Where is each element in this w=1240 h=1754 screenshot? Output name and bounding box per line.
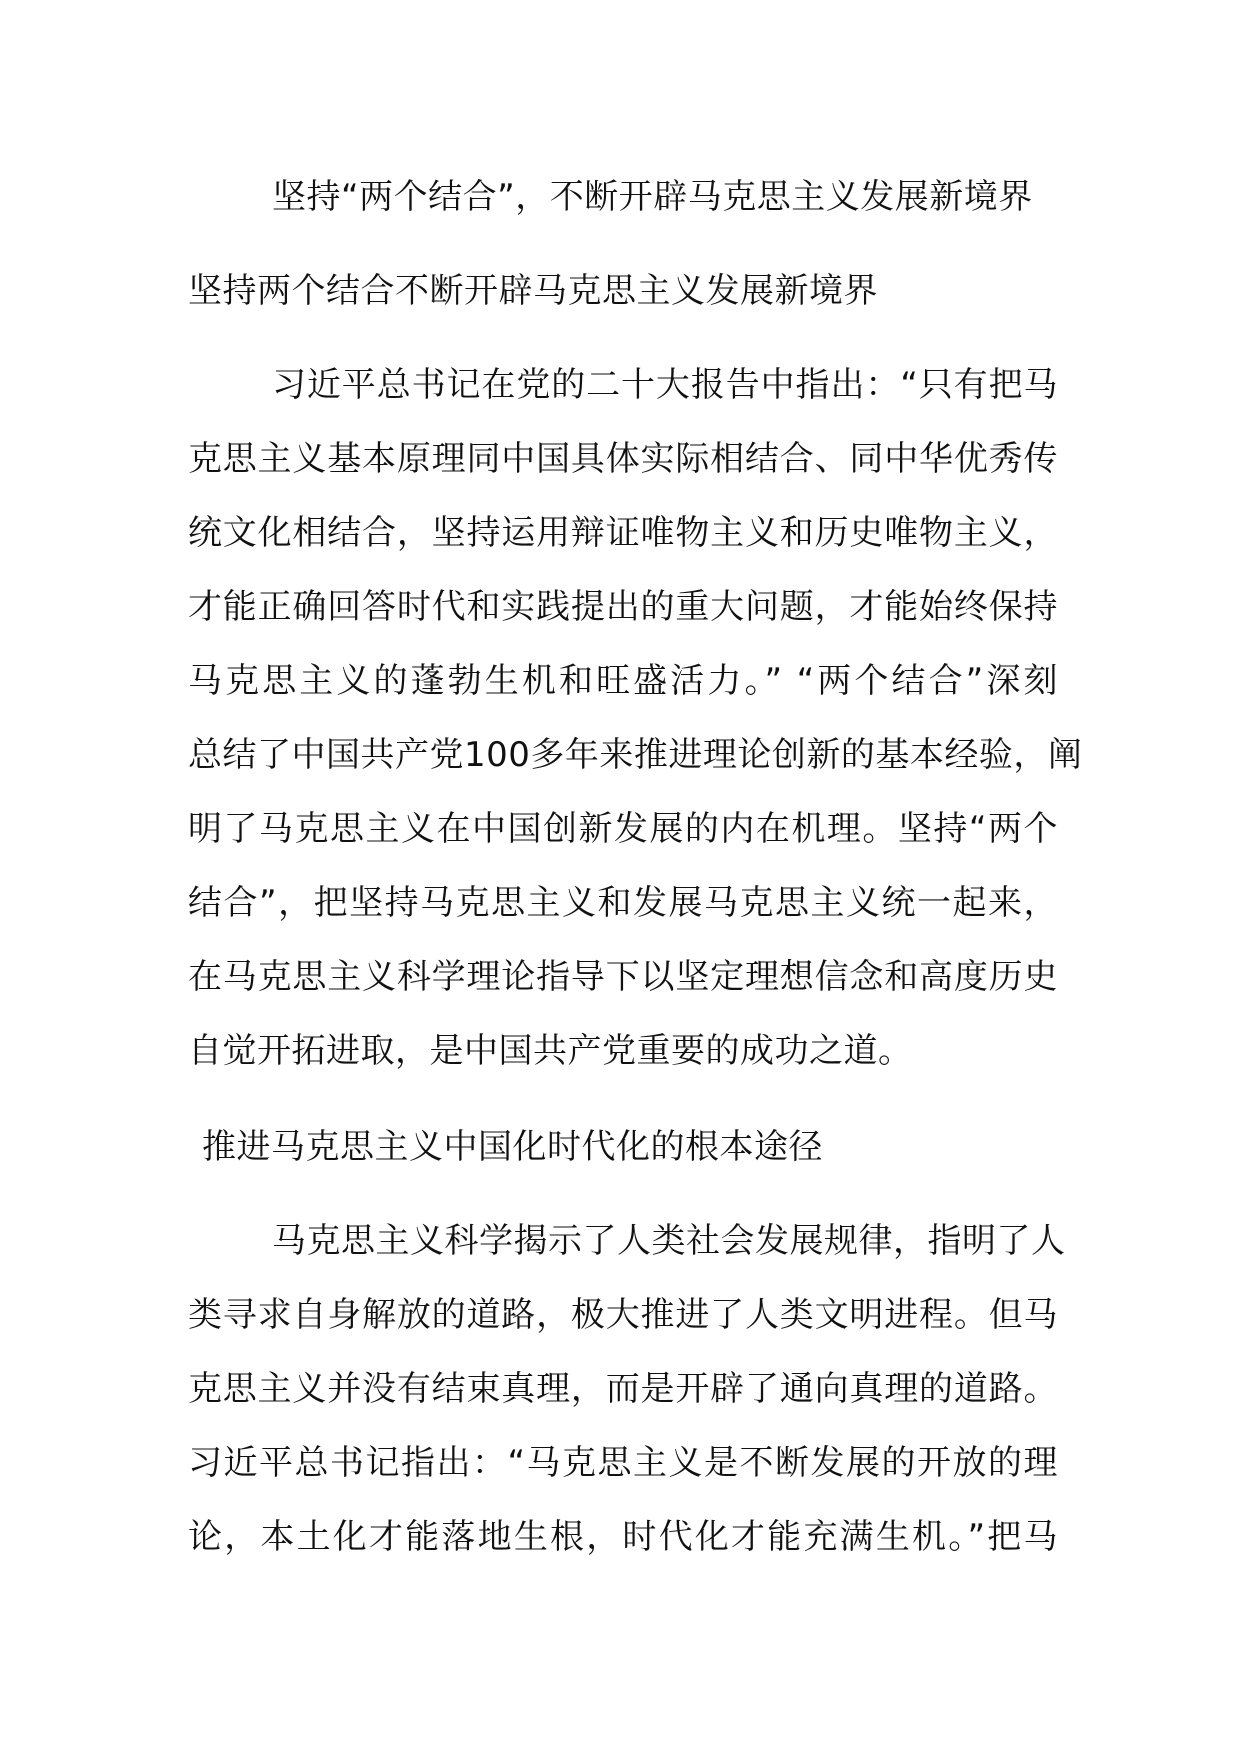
paragraph-line: 明了马克思主义在中国创新发展的内在机理。坚持“两个: [188, 809, 1058, 849]
paragraph-line: 类寻求自身解放的道路，极大推进了人类文明进程。但马: [188, 1295, 1058, 1335]
paragraph-line: 自觉开拓进取，是中国共产党重要的成功之道。: [188, 1031, 913, 1071]
paragraph-line: 总结了中国共产党100多年来推进理论创新的基本经验，阐: [188, 735, 1083, 775]
section-heading: 推进马克思主义中国化时代化的根本途径: [202, 1127, 823, 1167]
paragraph-line: 结合”，把坚持马克思主义和发展马克思主义统一起来，: [188, 883, 1058, 923]
paragraph-line: 习近平总书记指出：“马克思主义是不断发展的开放的理: [188, 1443, 1058, 1483]
paragraph-line: 克思主义并没有结束真理，而是开辟了通向真理的道路。: [188, 1369, 1058, 1409]
paragraph-line: 在马克思主义科学理论指导下以坚定理想信念和高度历史: [188, 957, 1058, 997]
paragraph-line: 习近平总书记在党的二十大报告中指出：“只有把马: [272, 365, 1058, 405]
paragraph-line: 克思主义基本原理同中国具体实际相结合、同中华优秀传: [188, 439, 1058, 479]
paragraph-line: 马克思主义的蓬勃生机和旺盛活力。” “两个结合”深刻: [188, 661, 1058, 701]
document-subtitle: 坚持两个结合不断开辟马克思主义发展新境界: [188, 271, 878, 311]
paragraph-line: 马克思主义科学揭示了人类社会发展规律，指明了人: [272, 1221, 1066, 1261]
paragraph-line: 才能正确回答时代和实践提出的重大问题，才能始终保持: [188, 587, 1058, 627]
paragraph-line: 统文化相结合，坚持运用辩证唯物主义和历史唯物主义，: [188, 513, 1058, 553]
paragraph-line: 论，本土化才能落地生根，时代化才能充满生机。”把马: [188, 1517, 1058, 1557]
document-title: 坚持“两个结合”，不断开辟马克思主义发展新境界: [272, 177, 1033, 217]
paragraph-1: [188, 348, 1083, 1088]
paragraph-2: [188, 1204, 1066, 1574]
